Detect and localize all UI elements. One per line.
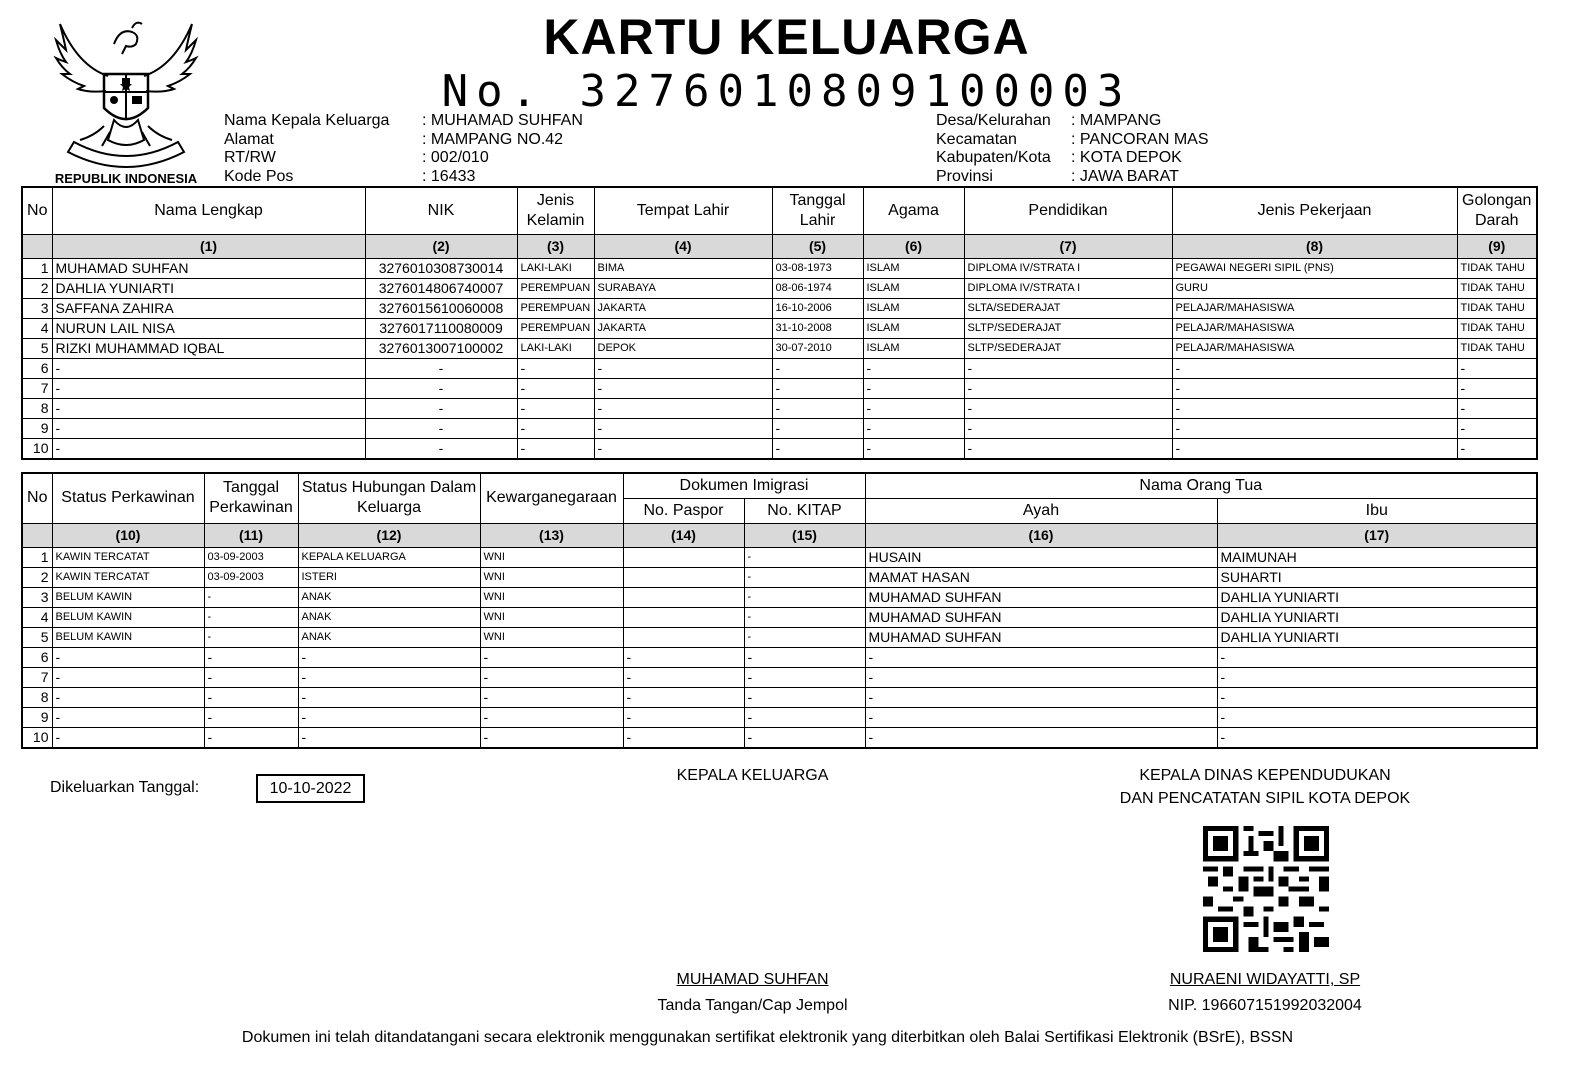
col-header: Nama Orang Tua [865,473,1537,498]
table-cell: - [204,607,298,627]
table-row [22,338,1537,358]
table-cell: DIPLOMA IV/STRATA I [964,258,1172,278]
table-cell: TIDAK TAHU [1457,318,1537,338]
table-cell: - [744,727,865,748]
table-cell: BELUM KAWIN [52,627,204,647]
column-number-row [22,234,1537,258]
col-number: (8) [1172,234,1457,258]
field-label: Provinsi [936,167,993,185]
field-label: Kabupaten/Kota [936,149,1051,166]
table-cell: - [480,687,623,707]
status-table [21,472,1538,749]
table-cell: 4 [22,607,52,627]
field-value: : MUHAMAD SUHFAN [422,112,583,129]
table-cell: 3276017110080009 [365,318,517,338]
table-cell: SLTP/SEDERAJAT [964,338,1172,358]
table-cell: BIMA [594,258,772,278]
table-cell: ISLAM [863,338,964,358]
table-cell: - [744,647,865,667]
table-header-row [22,473,1537,498]
col-header: Status Hubungan Dalam Keluarga [298,473,480,523]
table-cell: - [1457,418,1537,438]
table-cell: - [204,687,298,707]
table-cell: - [480,707,623,727]
issued-label: Dikeluarkan Tanggal: [50,779,200,796]
table-cell: PELAJAR/MAHASISWA [1172,298,1457,318]
head-sign-label: Tanda Tangan/Cap Jempol [657,997,848,1014]
table-cell: MUHAMAD SUHFAN [865,627,1217,647]
col-header: Pendidikan [964,187,1172,234]
table-cell: 03-08-1973 [772,258,863,278]
table-cell: PEGAWAI NEGERI SIPIL (PNS) [1172,258,1457,278]
table-cell: PEREMPUAN [517,298,594,318]
col-header: Nama Lengkap [52,187,365,234]
table-cell: - [865,727,1217,748]
table-cell: - [52,418,365,438]
table-cell: BELUM KAWIN [52,607,204,627]
table-cell: SLTA/SEDERAJAT [964,298,1172,318]
table-cell: DEPOK [594,338,772,358]
table-cell: - [517,358,594,378]
table-cell: 2 [22,278,52,298]
field-value: : PANCORAN MAS [1071,130,1209,148]
table-row [22,278,1537,298]
table-cell: - [480,667,623,687]
table-cell: 7 [22,667,52,687]
members-table [21,186,1538,460]
table-cell: 2 [22,567,52,587]
table-cell: - [744,707,865,727]
table-row [22,627,1537,647]
field-label: RT/RW [224,149,276,166]
table-cell: - [772,418,863,438]
table-cell: 1 [22,258,52,278]
table-cell: ANAK [298,587,480,607]
table-cell: - [365,378,517,398]
table-cell: 9 [22,707,52,727]
table-cell: - [594,358,772,378]
col-number: (16) [865,523,1217,547]
table-cell: TIDAK TAHU [1457,298,1537,318]
table-cell: KEPALA KELUARGA [298,547,480,567]
table-cell: 5 [22,338,52,358]
table-cell: 3276014806740007 [365,278,517,298]
table-cell: ISTERI [298,567,480,587]
table-cell [623,567,744,587]
issued-date: 10-10-2022 [256,774,365,803]
table-cell: - [865,667,1217,687]
field-label: Kode Pos [224,167,294,185]
table-row [22,607,1537,627]
table-cell: 3 [22,587,52,607]
table-cell: - [52,687,204,707]
table-cell: - [204,727,298,748]
header-right-values [1071,112,1209,186]
official-name: NURAENI WIDAYATTI, SP [1169,971,1361,988]
col-header: Tanggal Perkawinan [204,473,298,523]
table-cell: - [865,687,1217,707]
table-cell: WNI [480,587,623,607]
table-cell: 3 [22,298,52,318]
table-cell: TIDAK TAHU [1457,278,1537,298]
col-number: (1) [52,234,365,258]
table-cell: - [744,587,865,607]
table-cell: - [623,727,744,748]
table-cell: 03-09-2003 [204,547,298,567]
col-number: (11) [204,523,298,547]
table-cell: 10 [22,438,52,459]
table-cell: 9 [22,418,52,438]
table-cell: - [52,438,365,459]
table-cell: - [298,647,480,667]
table-cell: - [298,687,480,707]
col-header: Tempat Lahir [594,187,772,234]
table-cell: - [964,418,1172,438]
col-number: (6) [863,234,964,258]
table-cell: LAKI-LAKI [517,338,594,358]
col-header: Tanggal Lahir [772,187,863,234]
col-header: No [22,473,52,523]
table-row [22,358,1537,378]
table-cell: DAHLIA YUNIARTI [52,278,365,298]
col-number: (10) [52,523,204,547]
table-row [22,687,1537,707]
table-cell: - [744,667,865,687]
table-cell: WNI [480,547,623,567]
table-row [22,438,1537,459]
country-label: REPUBLIK INDONESIA [54,171,198,186]
table-row [22,398,1537,418]
table-cell: MUHAMAD SUHFAN [865,607,1217,627]
table-cell: - [744,547,865,567]
table-cell: WNI [480,607,623,627]
table-row [22,587,1537,607]
qr-code-icon [1203,826,1329,952]
table-cell: - [964,378,1172,398]
table-cell: - [204,707,298,727]
table-cell: - [1457,398,1537,418]
col-header: No. KITAP [744,498,865,523]
official-title-1: KEPALA DINAS KEPENDUDUKAN [1139,767,1391,784]
header-right-labels [936,112,1051,186]
table-cell: - [204,647,298,667]
col-header: Ayah [865,498,1217,523]
table-cell: - [1172,358,1457,378]
header-left-values [422,112,583,186]
table-cell: SURABAYA [594,278,772,298]
table-cell: - [863,378,964,398]
table-cell: - [480,727,623,748]
field-value: : 16433 [422,167,476,185]
table-cell: WNI [480,567,623,587]
table-cell: - [204,587,298,607]
table-cell: - [1172,398,1457,418]
table-cell: - [1457,358,1537,378]
col-number: (14) [623,523,744,547]
table-row [22,418,1537,438]
field-label: Kecamatan [936,130,1017,148]
table-cell: - [52,667,204,687]
table-cell: ANAK [298,607,480,627]
col-header: Dokumen Imigrasi [623,473,865,498]
table-row [22,707,1537,727]
col-number-empty [22,523,52,547]
table-cell: 16-10-2006 [772,298,863,318]
table-cell: 8 [22,687,52,707]
table-cell: - [964,438,1172,459]
col-header: Jenis Kelamin [517,187,594,234]
table-cell: - [52,647,204,667]
table-cell: - [623,647,744,667]
table-cell: DIPLOMA IV/STRATA I [964,278,1172,298]
col-number-empty [22,234,52,258]
table-cell: PEREMPUAN [517,278,594,298]
table-cell: - [365,398,517,418]
table-cell: - [1172,378,1457,398]
table-cell: - [204,667,298,687]
table-cell: NURUN LAIL NISA [52,318,365,338]
table-cell: 8 [22,398,52,418]
table-cell: 3276015610060008 [365,298,517,318]
table-row [22,567,1537,587]
table-cell: GURU [1172,278,1457,298]
table-cell: 7 [22,378,52,398]
col-header: No. Paspor [623,498,744,523]
table-row [22,647,1537,667]
table-cell: PELAJAR/MAHASISWA [1172,318,1457,338]
table-cell: 30-07-2010 [772,338,863,358]
header-left-labels [224,112,389,186]
table-row [22,547,1537,567]
table-cell: 4 [22,318,52,338]
table-cell: BELUM KAWIN [52,587,204,607]
col-number: (9) [1457,234,1537,258]
table-cell: 5 [22,627,52,647]
table-cell: HUSAIN [865,547,1217,567]
table-cell: RIZKI MUHAMMAD IQBAL [52,338,365,358]
table-cell: - [1172,438,1457,459]
table-cell: - [772,398,863,418]
table-cell: 3276013007100002 [365,338,517,358]
table-cell: LAKI-LAKI [517,258,594,278]
table-row [22,727,1537,748]
table-cell: - [594,438,772,459]
field-value: : 002/010 [422,149,489,166]
table-cell: SAFFANA ZAHIRA [52,298,365,318]
table-cell: - [964,358,1172,378]
field-value: : KOTA DEPOK [1071,149,1182,166]
table-cell: WNI [480,627,623,647]
table-cell: 6 [22,647,52,667]
table-cell: - [623,667,744,687]
table-cell: - [1217,707,1537,727]
col-header: Golongan Darah [1457,187,1537,234]
table-cell: - [52,358,365,378]
table-cell: PEREMPUAN [517,318,594,338]
table-cell: - [594,418,772,438]
table-cell [623,547,744,567]
col-number: (17) [1217,523,1537,547]
table-cell: MUHAMAD SUHFAN [865,587,1217,607]
col-number: (3) [517,234,594,258]
col-header: Agama [863,187,964,234]
table-cell: - [517,438,594,459]
col-number: (7) [964,234,1172,258]
table-cell: - [863,418,964,438]
table-cell: 6 [22,358,52,378]
table-cell: 08-06-1974 [772,278,863,298]
col-header: NIK [365,187,517,234]
table-cell: - [772,358,863,378]
table-cell: TIDAK TAHU [1457,258,1537,278]
table-cell: - [517,378,594,398]
disclaimer: Dokumen ini telah ditandatangani secara elektronik menggunakan sertifikat elektronik yang diterbitkan oleh Balai Sertifikasi Elektronik (BSrE), BSSN [241,1029,1294,1046]
table-cell: - [744,607,865,627]
table-cell: - [1217,667,1537,687]
table-header-row [22,187,1537,234]
field-value: : JAWA BARAT [1071,167,1179,185]
field-label: Nama Kepala Keluarga [224,112,390,129]
table-cell: DAHLIA YUNIARTI [1217,607,1537,627]
table-cell: - [863,358,964,378]
col-number: (5) [772,234,863,258]
table-cell: KAWIN TERCATAT [52,547,204,567]
table-cell: - [298,667,480,687]
table-cell: - [204,627,298,647]
head-title: KEPALA KELUARGA [676,767,829,784]
table-cell: - [1457,378,1537,398]
table-cell [623,627,744,647]
table-cell: DAHLIA YUNIARTI [1217,627,1537,647]
col-number: (13) [480,523,623,547]
table-cell: MAIMUNAH [1217,547,1537,567]
table-cell: - [772,438,863,459]
table-cell: - [52,707,204,727]
table-cell: - [772,378,863,398]
table-cell: - [365,418,517,438]
official-nip: NIP. 196607151992032004 [1168,997,1362,1014]
col-number: (15) [744,523,865,547]
col-number: (4) [594,234,772,258]
table-cell: - [517,398,594,418]
table-cell: SUHARTI [1217,567,1537,587]
field-value: : MAMPANG [1071,112,1162,129]
table-cell: KAWIN TERCATAT [52,567,204,587]
table-cell: - [863,398,964,418]
table-cell: 31-10-2008 [772,318,863,338]
head-name: MUHAMAD SUHFAN [676,971,829,988]
table-cell: - [365,438,517,459]
col-number: (2) [365,234,517,258]
table-cell: ISLAM [863,318,964,338]
table-cell: MUHAMAD SUHFAN [52,258,365,278]
field-value: : MAMPANG NO.42 [422,130,564,148]
table-cell: TIDAK TAHU [1457,338,1537,358]
table-cell: 03-09-2003 [204,567,298,587]
table-cell: - [594,398,772,418]
table-cell: MAMAT HASAN [865,567,1217,587]
table-cell: - [863,438,964,459]
official-title-2: DAN PENCATATAN SIPIL KOTA DEPOK [1119,790,1411,807]
table-cell: - [744,567,865,587]
table-cell: 1 [22,547,52,567]
table-cell: - [517,418,594,438]
table-cell: JAKARTA [594,298,772,318]
table-cell: - [52,398,365,418]
table-cell: - [1172,418,1457,438]
table-cell: - [744,627,865,647]
table-cell: - [623,707,744,727]
table-cell: - [52,378,365,398]
table-cell: - [480,647,623,667]
field-label: Alamat [224,130,274,148]
table-cell: 10 [22,727,52,748]
table-cell: - [52,727,204,748]
table-cell: ANAK [298,627,480,647]
table-cell [623,607,744,627]
table-cell: - [865,707,1217,727]
table-cell: - [1457,438,1537,459]
column-number-row [22,523,1537,547]
table-cell: ISLAM [863,298,964,318]
col-header: Ibu [1217,498,1537,523]
page-title: KARTU KELUARGA [543,9,1030,65]
table-cell: ISLAM [863,278,964,298]
table-row [22,298,1537,318]
table-cell: PELAJAR/MAHASISWA [1172,338,1457,358]
table-row [22,378,1537,398]
col-header: No [22,187,52,234]
table-cell: DAHLIA YUNIARTI [1217,587,1537,607]
table-cell: 3276010308730014 [365,258,517,278]
table-row [22,258,1537,278]
table-cell: - [623,687,744,707]
col-header: Kewarganegaraan [480,473,623,523]
table-cell: - [865,647,1217,667]
table-cell: - [1217,647,1537,667]
field-label: Desa/Kelurahan [936,112,1051,129]
table-cell: - [964,398,1172,418]
table-cell: SLTP/SEDERAJAT [964,318,1172,338]
table-cell: JAKARTA [594,318,772,338]
table-cell: - [298,707,480,727]
table-cell: - [1217,727,1537,748]
table-cell: ISLAM [863,258,964,278]
table-cell: - [1217,687,1537,707]
table-cell [623,587,744,607]
col-header: Jenis Pekerjaan [1172,187,1457,234]
table-cell: - [594,378,772,398]
table-cell: - [744,687,865,707]
table-row [22,318,1537,338]
table-cell: - [298,727,480,748]
table-row [22,667,1537,687]
col-number: (12) [298,523,480,547]
document-number: No. 3276010809100003 [441,66,1132,117]
table-cell: - [365,358,517,378]
col-header: Status Perkawinan [52,473,204,523]
